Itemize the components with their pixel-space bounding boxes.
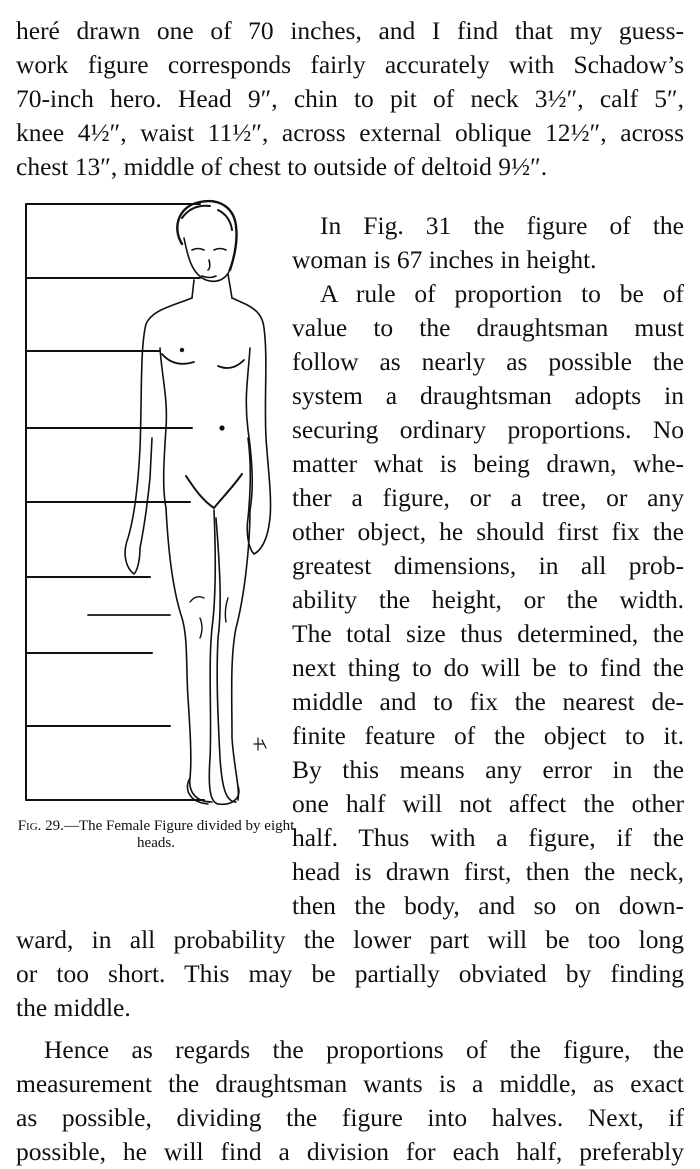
text-line: chest 13″, middle of chest to outside of deltoid 9½″. bbox=[16, 152, 548, 181]
text-line: finite feature of the object to it. bbox=[292, 721, 684, 750]
text-line: ward, in all probability the lower part will be too long bbox=[16, 925, 684, 954]
text-line: matter what is being drawn, whe- bbox=[292, 449, 684, 478]
text-line: as possible, dividing the figure into halves. Next, if bbox=[16, 1103, 684, 1132]
text-line: woman is 67 inches in height. bbox=[292, 245, 597, 274]
text-line: middle and to fix the nearest de- bbox=[292, 687, 684, 716]
text-line: one half will not affect the other bbox=[292, 789, 684, 818]
text-line: system a draughtsman adopts in bbox=[292, 381, 684, 410]
text-line: half. Thus with a figure, if the bbox=[292, 823, 684, 852]
text-line: next thing to do will be to find the bbox=[292, 653, 684, 682]
text-line: 70-inch hero. Head 9″, chin to pit of neck 3½″, calf 5″, bbox=[16, 84, 684, 113]
text-line: By this means any error in the bbox=[292, 755, 684, 784]
text-line: the middle. bbox=[16, 993, 131, 1022]
head-division-lines bbox=[26, 204, 204, 800]
female-figure-illustration bbox=[22, 198, 284, 806]
text-line: knee 4½″, waist 11½″, across external oblique 12½″, across bbox=[16, 118, 684, 147]
text-line: ther a figure, or a tree, or any bbox=[292, 483, 684, 512]
text-line: other object, he should first fix the bbox=[292, 517, 684, 546]
figure-caption bbox=[12, 818, 300, 852]
text-line: possible, he will find a division for each half, preferably bbox=[16, 1137, 684, 1166]
text-line: greatest dimensions, in all prob- bbox=[292, 551, 684, 580]
text-line: or too short. This may be partially obviated by finding bbox=[16, 959, 684, 988]
text-line: head is drawn first, then the neck, bbox=[292, 857, 684, 886]
text-line: securing ordinary proportions. No bbox=[292, 415, 684, 444]
figure-drawing bbox=[125, 201, 270, 804]
figure-caption-text: —The Female Figure divided by eight heads. bbox=[63, 818, 295, 851]
text-line: ability the height, or the width. bbox=[292, 585, 684, 614]
text-line: then the body, and so on down- bbox=[292, 891, 684, 920]
text-line: heré drawn one of 70 inches, and I find that my guess- bbox=[16, 16, 684, 45]
figure-label: Fig. 29. bbox=[17, 818, 64, 834]
text-line: work figure corresponds fairly accurately with Schadow’s bbox=[16, 50, 684, 79]
text-line: Hence as regards the proportions of the figure, the bbox=[44, 1035, 684, 1064]
text-line: A rule of proportion to be of bbox=[320, 279, 684, 308]
text-line: measurement the draughtsman wants is a middle, as exact bbox=[16, 1069, 684, 1098]
text-line: The total size thus determined, the bbox=[292, 619, 684, 648]
text-line: follow as nearly as possible the bbox=[292, 347, 684, 376]
text-line: In Fig. 31 the figure of the bbox=[320, 211, 684, 240]
text-line: value to the draughtsman must bbox=[292, 313, 684, 342]
